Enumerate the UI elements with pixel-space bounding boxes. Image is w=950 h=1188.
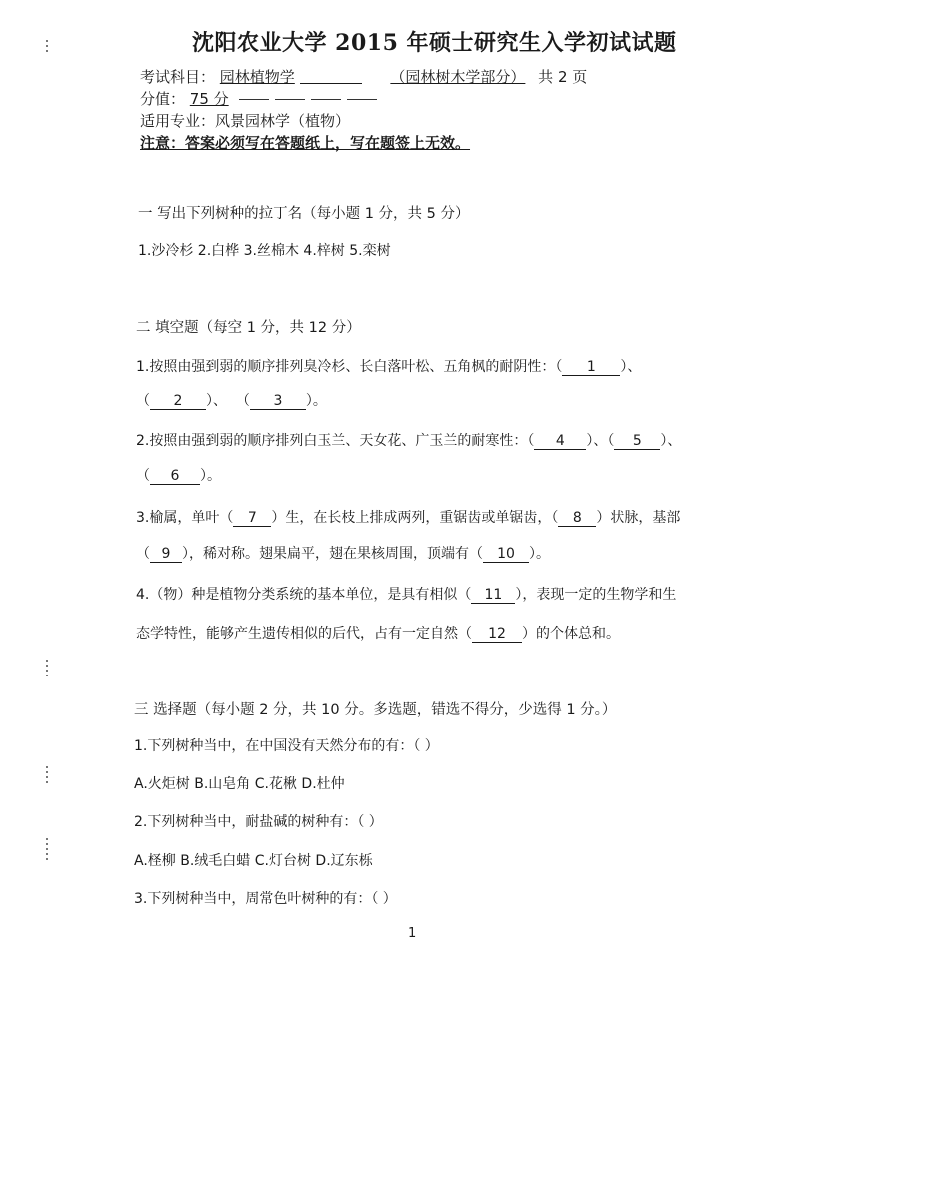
subject-label: 考试科目：: [140, 68, 216, 86]
question-2-3: [136, 507, 680, 527]
exam-title: 沈阳农业大学 2015 年硕士研究生入学初试试题: [192, 30, 677, 56]
score-line: [140, 88, 377, 109]
subject-line: [140, 66, 587, 87]
binding-mark: [46, 838, 48, 860]
blank-6: 6: [150, 469, 200, 485]
blank-5: 5: [614, 434, 660, 450]
score-label: 分值：: [140, 90, 186, 108]
question-text: 1.按照由强到弱的顺序排列臭冷杉、长白落叶松、五角枫的耐阴性：（: [136, 359, 563, 375]
page-count: 共 2 页: [538, 68, 588, 86]
blank-4: 4: [534, 434, 586, 450]
question-2-3-cont: [136, 543, 550, 563]
subject-value: 园林植物学: [219, 68, 295, 86]
section1-heading: 一 写出下列树种的拉丁名（每小题 1 分，共 5 分）: [138, 206, 470, 222]
question-3-3: 3.下列树种当中，周常色叶树种的有：（ ）: [134, 891, 397, 907]
binding-mark: [46, 660, 48, 676]
dash-line: [347, 99, 377, 100]
subject-part: （园林树木学部分）: [390, 68, 526, 86]
blank-1: 1: [562, 360, 620, 376]
question-text: ），稀对称。翅果扁平，翅在果核周围，顶端有（: [182, 546, 483, 562]
blank-12: 12: [472, 627, 522, 643]
question-2-1-cont: （ 2 ）、 （ 3 ）。: [136, 393, 327, 409]
question-3-1-options: A.火炬树 B.山皂角 C.花楸 D.杜仲: [134, 776, 345, 792]
question-2-2-cont: （ 6 ）。: [136, 468, 221, 484]
question-2-4-cont: [136, 623, 620, 643]
blank-3: 3: [250, 394, 306, 410]
question-2-2: 2.按照由强到弱的顺序排列白玉兰、天女花、广玉兰的耐寒性：（ 4 ）、（ 5 ）、: [136, 433, 682, 449]
section2-heading: 二 填空题（每空 1 分，共 12 分）: [136, 320, 361, 336]
question-3-2: 2.下列树种当中，耐盐碱的树种有：（ ）: [134, 814, 383, 830]
section1-items: 1.沙冷杉 2.白桦 3.丝棉木 4.梓树 5.栾树: [138, 243, 391, 259]
major-line: [140, 110, 350, 131]
exam-note: 注意：答案必须写在答题纸上，写在题签上无效。: [140, 134, 471, 152]
question-text: 3.榆属，单叶（: [136, 510, 234, 526]
blank-11: 11: [471, 588, 515, 604]
question-text: ）生，在长枝上排成两列，重锯齿或单锯齿，（: [271, 510, 559, 526]
page-number: 1: [408, 926, 417, 941]
question-2-1: 1.按照由强到弱的顺序排列臭冷杉、长白落叶松、五角枫的耐阴性：（ 1 ）、: [136, 359, 642, 375]
dash-line: [311, 99, 341, 100]
question-3-1: 1.下列树种当中，在中国没有天然分布的有：（ ）: [134, 738, 439, 754]
blank-10: 10: [483, 547, 529, 563]
binding-mark: [46, 40, 48, 52]
question-text: ）。: [529, 546, 550, 562]
question-text: ）的个体总和。: [522, 626, 620, 642]
subject-blank: [300, 83, 362, 84]
question-text: 态学特性，能够产生遗传相似的后代，占有一定自然（: [136, 626, 472, 642]
question-text: ）状脉，基部: [596, 510, 681, 526]
blank-2: 2: [150, 394, 206, 410]
question-3-2-options: A.柽柳 B.绒毛白蜡 C.灯台树 D.辽东栎: [134, 853, 373, 869]
blank-7: 7: [233, 511, 271, 527]
question-2-4: [136, 584, 676, 604]
score-value: 75 分: [189, 90, 229, 108]
blank-8: 8: [558, 511, 596, 527]
dash-line: [275, 99, 305, 100]
blank-9: 9: [150, 547, 182, 563]
question-text: 2.按照由强到弱的顺序排列白玉兰、天女花、广玉兰的耐寒性：（: [136, 433, 535, 449]
section3-heading: 三 选择题（每小题 2 分，共 10 分。多选题，错选不得分，少选得 1 分。）: [134, 702, 617, 718]
question-text: ），表现一定的生物学和生: [515, 587, 677, 603]
binding-mark: [46, 766, 48, 786]
question-text: （: [136, 546, 150, 562]
major-label: 适用专业：: [140, 112, 216, 130]
dash-line: [239, 99, 269, 100]
question-text: 4.（物）种是植物分类系统的基本单位，是具有相似（: [136, 587, 472, 603]
major-value: 风景园林学（植物）: [215, 112, 351, 130]
